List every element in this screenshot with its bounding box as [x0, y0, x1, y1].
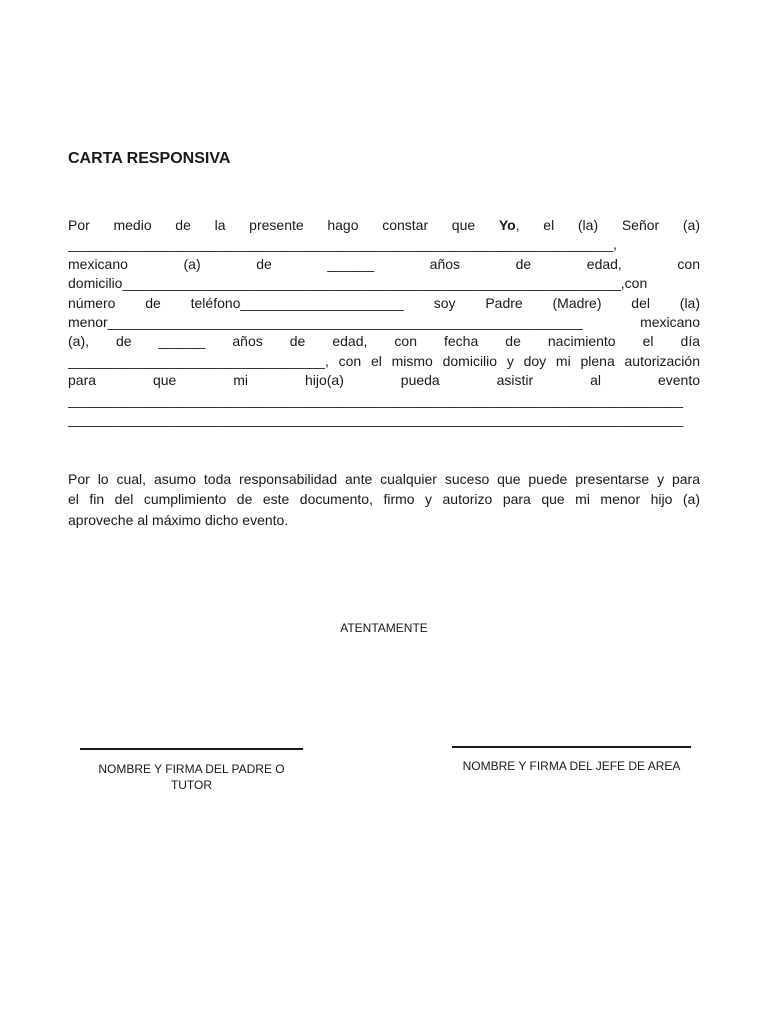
- paragraph-line: [68, 274, 700, 293]
- document-title: CARTA RESPONSIVA: [68, 150, 231, 167]
- signature-label-parent: [80, 761, 303, 793]
- paragraph-line: [68, 255, 700, 274]
- paragraph-line: [68, 294, 700, 313]
- signature-line-parent: [80, 748, 303, 750]
- paragraph-line: [68, 313, 700, 332]
- paragraph-line: aproveche al máximo dicho evento.: [68, 511, 289, 528]
- signature-label-parent-line-1: NOMBRE Y FIRMA DEL PADRE O: [98, 762, 285, 776]
- paragraph-line: el fin del cumplimiento de este documento, firmo y autorizo para que mi menor hijo (a): [68, 491, 700, 508]
- text-run: _________________________________, con el mismo domicilio y doy mi plena autorización: [68, 352, 700, 369]
- signature-line-area-head: [452, 746, 691, 748]
- paragraph-authorization: [68, 216, 700, 429]
- paragraph-line: [68, 235, 700, 254]
- text-run: (a), de ______ años de edad, con fecha de nacimiento el día: [68, 333, 700, 350]
- paragraph-line: [68, 332, 700, 351]
- text-run: , el (la) Señor (a): [515, 217, 700, 233]
- signature-label-area-head: NOMBRE Y FIRMA DEL JEFE DE AREA: [462, 759, 681, 773]
- paragraph-line: [68, 391, 700, 410]
- paragraph-line: Por lo cual, asumo toda responsabilidad ante cualquier suceso que puede presentarse y para: [68, 471, 700, 487]
- text-run: para que mi hijo(a) pueda asistir al evento: [68, 372, 700, 389]
- signature-label-parent-line-2: TUTOR: [170, 778, 213, 792]
- text-run: _______________________________________________________________________________: [68, 410, 684, 427]
- text-run: domicilio________________________________________________________________,con: [68, 275, 648, 292]
- text-run: Por medio de la presente hago constar que: [68, 217, 499, 233]
- text-run: número de teléfono_____________________ soy Padre (Madre) del (la): [68, 294, 700, 311]
- text-run: ______________________________________________________________________,: [68, 236, 617, 253]
- text-run: mexicano (a) de ______ años de edad, con: [68, 255, 700, 272]
- paragraph-line: [68, 216, 700, 235]
- paragraph-line: [68, 352, 700, 371]
- paragraph-responsibility: [68, 469, 700, 530]
- text-run: menor_____________________________________________________________ mexicano: [68, 313, 700, 330]
- text-run: _______________________________________________________________________________: [68, 391, 684, 408]
- closing-text: ATENTAMENTE: [340, 621, 428, 635]
- bold-text: Yo: [498, 217, 516, 233]
- paragraph-line: [68, 371, 700, 390]
- paragraph-line: [68, 410, 700, 429]
